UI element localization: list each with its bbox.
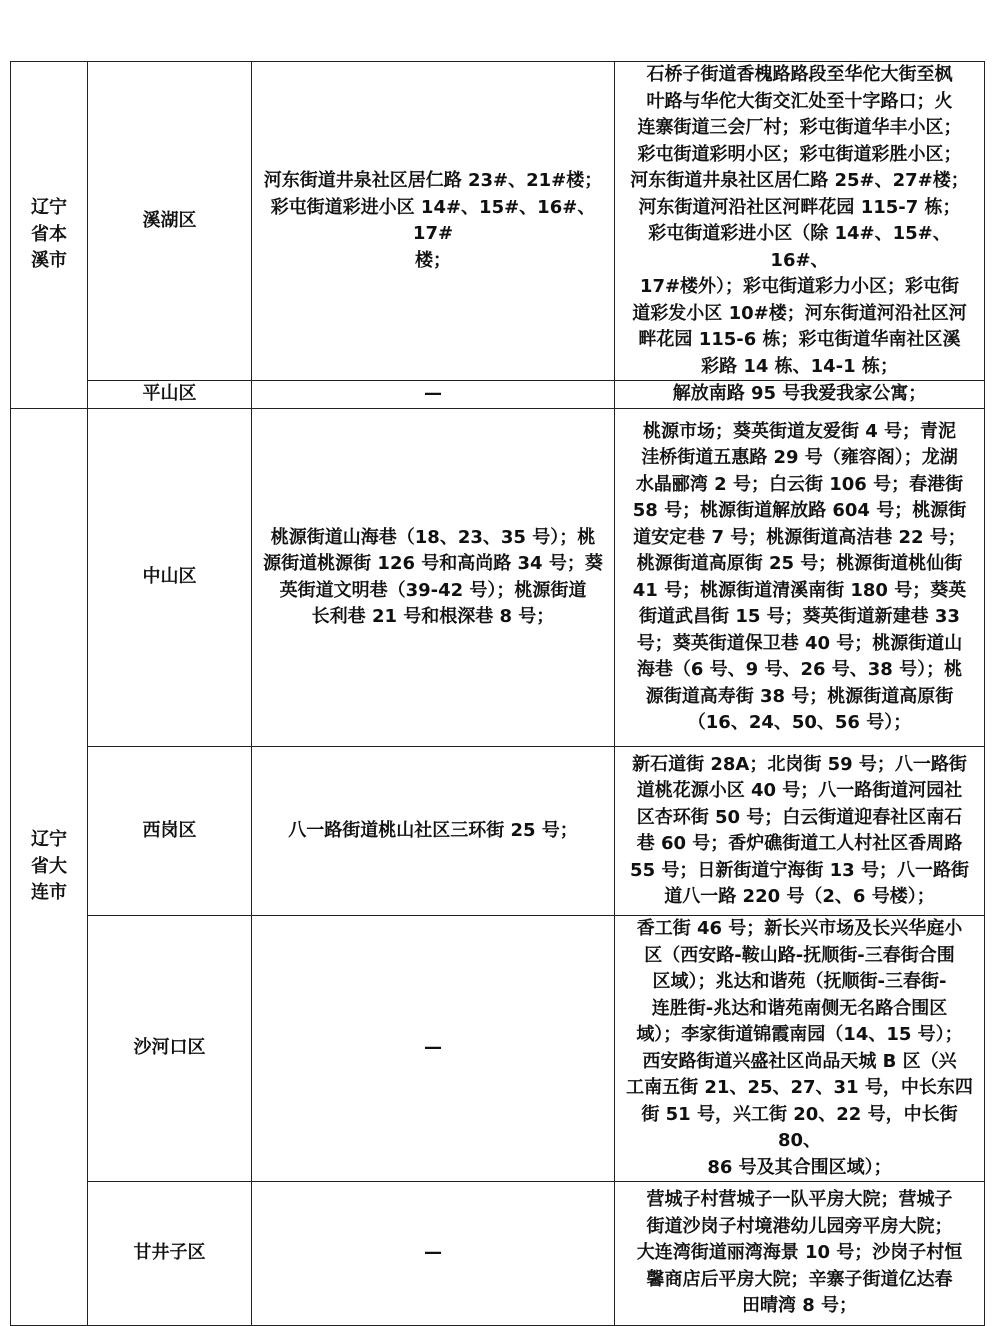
district-cell: 溪湖区 xyxy=(88,62,252,381)
medium-risk-cell: 河东街道井泉社区居仁路 23#、21#楼； 彩屯街道彩进小区 14#、15#、16#、17# 楼； xyxy=(252,62,615,381)
district-cell: 中山区 xyxy=(88,409,252,747)
low-risk-cell: 香工街 46 号；新长兴市场及长兴华庭小 区（西安路-鞍山路-抚顺街-三春街合围 区域）；兆达和谐苑（抚顺街-三春街- 连胜街-兆达和谐苑南侧无名路合围区 域）；李家街道锦霞南园（14、15 号）； 西安路街道兴盛社区尚品天城 B 区（兴 工南五街 21、25、27、31 号，中长东四 街 51 号，兴工街 20、22 号，中长街 80、 86 号及其合围区域）； xyxy=(615,916,985,1182)
table-row xyxy=(11,381,985,409)
district-cell: 沙河口区 xyxy=(88,916,252,1182)
table-row xyxy=(11,747,985,916)
low-risk-cell: 营城子村营城子一队平房大院；营城子 街道沙岗子村境港幼儿园旁平房大院； 大连湾街道丽湾海景 10 号；沙岗子村恒 馨商店后平房大院；辛寨子街道亿达春 田晴湾 8 号； xyxy=(615,1182,985,1326)
table-row xyxy=(11,1182,985,1326)
medium-risk-cell: 八一路街道桃山社区三环街 25 号； xyxy=(252,747,615,916)
low-risk-cell: 桃源市场；葵英街道友爱街 4 号；青泥 洼桥街道五惠路 29 号（雍容阁）；龙湖 水晶郦湾 2 号；白云街 106 号；春港街 58 号；桃源街道解放路 604 号；桃源街 道安定巷 7 号；桃源街道高洁巷 22 号； 桃源街道高原街 25 号；桃源街道桃仙街 41 号；桃源街道清溪南街 180 号；葵英 街道武昌街 15 号；葵英街道新建巷 33 号；葵英街道保卫巷 40 号；桃源街道山 海巷（6 号、9 号、26 号、38 号）；桃 源街道高寿街 38 号；桃源街道高原街 （16、24、50、56 号）； xyxy=(615,409,985,747)
low-risk-cell: 解放南路 95 号我爱我家公寓； xyxy=(615,381,985,409)
district-cell: 西岗区 xyxy=(88,747,252,916)
district-cell: 平山区 xyxy=(88,381,252,409)
district-cell: 甘井子区 xyxy=(88,1182,252,1326)
city-cell-benxi: 辽宁 省本 溪市 xyxy=(11,62,88,409)
table-row xyxy=(11,62,985,381)
city-cell-dalian: 辽宁 省大 连市 xyxy=(11,409,88,1326)
medium-risk-cell: — xyxy=(252,381,615,409)
table-row xyxy=(11,916,985,1182)
low-risk-cell: 石桥子街道香槐路路段至华佗大街至枫 叶路与华佗大街交汇处至十字路口；火 连寨街道三会厂村；彩屯街道华丰小区； 彩屯街道彩明小区；彩屯街道彩胜小区； 河东街道井泉社区居仁路 25#、27#楼； 河东街道河沿社区河畔花园 115-7 栋； 彩屯街道彩进小区（除 14#、15#、16#、 17#楼外）；彩屯街道彩力小区；彩屯街 道彩发小区 10#楼；河东街道河沿社区河 畔花园 115-6 栋；彩屯街道华南社区溪 彩路 14 栋、14-1 栋； xyxy=(615,62,985,381)
risk-area-table xyxy=(10,61,985,1326)
low-risk-cell: 新石道街 28A；北岗街 59 号；八一路街 道桃花源小区 40 号；八一路街道河园社 区杏环街 50 号；白云街道迎春社区南石 巷 60 号；香炉礁街道工人村社区香周路 55 号；日新街道宁海街 13 号；八一路街 道八一路 220 号（2、6 号楼）； xyxy=(615,747,985,916)
medium-risk-cell: 桃源街道山海巷（18、23、35 号）；桃 源街道桃源街 126 号和高尚路 34 号；葵 英街道文明巷（39-42 号）；桃源街道 长利巷 21 号和根深巷 8 号； xyxy=(252,409,615,747)
medium-risk-cell: — xyxy=(252,916,615,1182)
medium-risk-cell: — xyxy=(252,1182,615,1326)
table-row xyxy=(11,409,985,747)
